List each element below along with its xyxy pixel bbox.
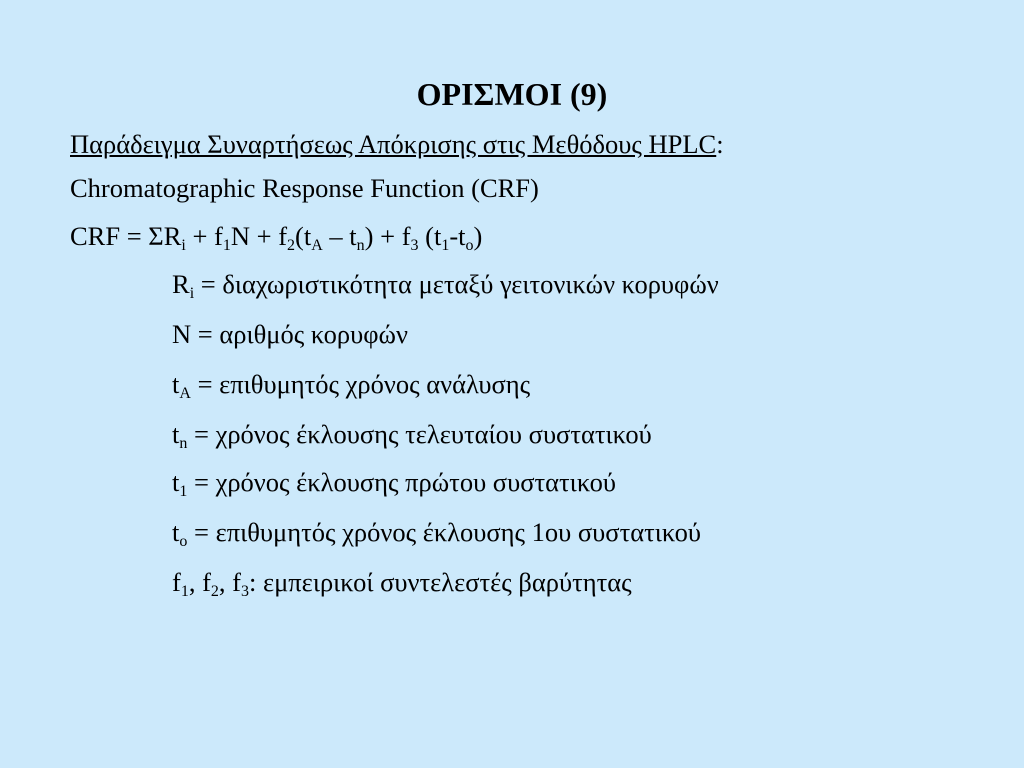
- formula-subscript: 2: [287, 237, 296, 254]
- definition-subscript: n: [179, 435, 188, 452]
- definition-t1: [172, 466, 616, 498]
- subheading: Chromatographic Response Function (CRF): [70, 173, 539, 203]
- formula-part: ): [473, 221, 483, 251]
- definition-ta: [172, 368, 530, 400]
- definition-symbol: t: [172, 369, 180, 399]
- heading-line: [70, 128, 724, 160]
- coefficient-symbol: f: [172, 567, 181, 597]
- definition-subscript: 1: [179, 483, 188, 500]
- definition-tn: [172, 418, 652, 450]
- coefficient-subscript: 3: [240, 583, 249, 600]
- formula-part: – t: [322, 221, 357, 251]
- definition-subscript: i: [189, 285, 195, 302]
- definition-subscript: o: [179, 533, 188, 550]
- formula-subscript: A: [311, 237, 323, 254]
- formula-part: -t: [449, 221, 466, 251]
- coefficient-subscript: 2: [210, 583, 219, 600]
- definition-text: = χρόνος έκλουσης πρώτου συστατικού: [187, 467, 616, 497]
- formula-subscript: i: [181, 237, 186, 254]
- formula-subscript: 1: [222, 237, 231, 254]
- definition-text: = επιθυμητός χρόνος έκλουσης 1ου συστατικού: [187, 517, 702, 547]
- formula-part: N + f: [230, 221, 288, 251]
- formula-subscript: o: [465, 237, 474, 254]
- formula-part: CRF = ΣR: [70, 221, 182, 251]
- definition-text: = επιθυμητός χρόνος ανάλυσης: [190, 369, 531, 399]
- definition-text: = διαχωριστικότητα μεταξύ γειτονικών κορυφών: [194, 269, 719, 299]
- heading-underlined-text: Παράδειγμα Συναρτήσεως Απόκρισης στις Μεθόδους HPLC: [70, 129, 717, 159]
- formula-subscript: 3: [410, 237, 419, 254]
- definition-ri: [172, 268, 719, 300]
- formula-part: + f: [185, 221, 223, 251]
- coefficient-symbol: , f: [218, 567, 241, 597]
- definition-symbol: R: [172, 269, 190, 299]
- definition-symbol: t: [172, 517, 180, 547]
- heading-colon: :: [716, 129, 724, 159]
- formula-part: (t: [295, 221, 312, 251]
- definition-n: [172, 318, 408, 350]
- definition-to: [172, 516, 701, 548]
- formula-subscript: 1: [441, 237, 450, 254]
- coefficient-symbol: , f: [188, 567, 211, 597]
- formula-part: ) + f: [364, 221, 411, 251]
- definition-text: = χρόνος έκλουσης τελευταίου συστατικού: [187, 419, 652, 449]
- definition-subscript: A: [179, 385, 191, 402]
- definition-symbol: N: [172, 319, 192, 349]
- definition-symbol: t: [172, 467, 180, 497]
- formula-part: (t: [418, 221, 442, 251]
- definition-text: : εμπειρικοί συντελεστές βαρύτητας: [248, 567, 632, 597]
- coefficient-subscript: 1: [180, 583, 189, 600]
- definition-coefficients: [172, 566, 632, 598]
- slide-title: ΟΡΙΣΜΟΙ (9): [416, 76, 608, 112]
- crf-formula: [70, 220, 482, 252]
- definition-symbol: t: [172, 419, 180, 449]
- definition-text: = αριθμός κορυφών: [191, 319, 408, 349]
- formula-subscript: n: [356, 237, 365, 254]
